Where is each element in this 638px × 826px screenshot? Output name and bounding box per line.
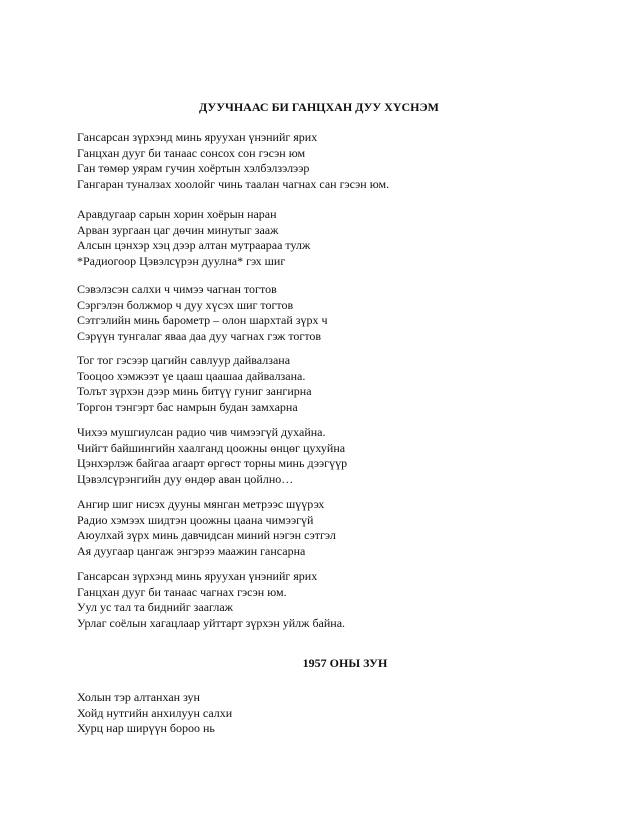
poem-line: Цэнхэрлэж байгаа агаарт өргөст торны минь дээгүүр <box>77 456 348 470</box>
stanza-3 <box>77 282 328 344</box>
poem-line: Урлаг соёлын хагацлаар уйттарт зүрхэн уйлж байна. <box>77 615 346 630</box>
poem-line: Цэвэлсүрэнгийн дуу өндөр аван цойлно… <box>77 471 294 486</box>
poem-line: Ангир шиг нисэх дууны мянган метрээс шүүрэх <box>77 497 325 511</box>
poem-line: Алсын цэнхэр хэц дээр алтан мутраараа тулж <box>77 238 311 252</box>
poem-line: Ган төмөр уярам гучин хоёртын хэлбэлзэлээр <box>77 161 310 175</box>
stanza-5 <box>77 425 347 487</box>
poem-line: Хурц нар ширүүн бороо нь <box>77 721 215 735</box>
poem-line: Сэрүүн тунгалаг яваа даа дуу чагнах гэж тогтов <box>77 328 322 343</box>
stanza-1 <box>77 130 389 192</box>
poem-line: Торгон тэнгэрт бас намрын будан замхарна <box>77 399 298 414</box>
poem-line: Аюулхай зүрх минь давчидсан миний нэгэн сэтгэл <box>77 528 336 542</box>
poem-line: Аравдугаар сарын хорин хоёрын наран <box>77 207 277 221</box>
poem-line: *Радиогоор Цэвэлсүрэн дуулна* гэх шиг <box>77 253 286 268</box>
poem-title: 1957 ОНЫ ЗУН <box>302 656 388 670</box>
poem-line: Уул ус тал та биднийг зааглаж <box>77 600 233 614</box>
poem-line: Радио хэмээх шидтэн цоожны цаана чимээгүй <box>77 512 314 527</box>
poem-title: ДУУЧНААС БИ ГАНЦХАН ДУУ ХҮСНЭМ <box>199 100 439 114</box>
poem-line: Ганцхан дууг би танаас чагнах гэсэн юм. <box>77 584 287 599</box>
poem-line: Хойд нутгийн анхилуун салхи <box>77 705 233 720</box>
poem-line: Холын тэр алтанхан зун <box>77 690 200 704</box>
stanza-4 <box>77 353 312 415</box>
poem-line: Ая дуугаар цангаж энгэрээ маажин гансарна <box>77 543 306 558</box>
poem-line: Гансарсан зүрхэнд минь яруухан үнэнийг ярих <box>77 130 318 144</box>
poem-line: Ганцхан дууг би танаас сонсох сон гэсэн юм <box>77 145 306 160</box>
poem-line: Сэвэлзсэн салхи ч чимээ чагнан тогтов <box>77 282 277 296</box>
poem-line: Тооцоо хэмжээт үе цааш цаашаа дайвалзана. <box>77 368 306 383</box>
poem-line: Гангаран туналзах хоолойг чинь таалан чагнах сан гэсэн юм. <box>77 176 390 191</box>
stanza-2 <box>77 207 310 269</box>
stanza-7 <box>77 569 345 631</box>
poem-line: Гансарсан зүрхэнд минь яруухан үнэнийг ярих <box>77 569 318 583</box>
stanza-6 <box>77 497 336 559</box>
poem-line: Сэтгэлийн минь барометр – олон шархтай зүрх ч <box>77 313 328 327</box>
poem-line: Арван зургаан цаг дөчин минутыг зааж <box>77 222 279 237</box>
poem-line: Чийгт байшингийн хаалганд цоожны өнцөг цухуйна <box>77 440 346 455</box>
poem-line: Толът зүрхэн дээр минь битүү гуниг зангирна <box>77 384 312 398</box>
poem-line: Сэргэлэн болжмор ч дуу хүсэх шиг тогтов <box>77 297 294 312</box>
poem-line: Чихээ мушгиулсан радио чив чимээгүй духайна. <box>77 425 326 439</box>
poem-line: Тог тог гэсээр цагийн савлуур дайвалзана <box>77 353 291 367</box>
stanza-1 <box>77 690 232 737</box>
